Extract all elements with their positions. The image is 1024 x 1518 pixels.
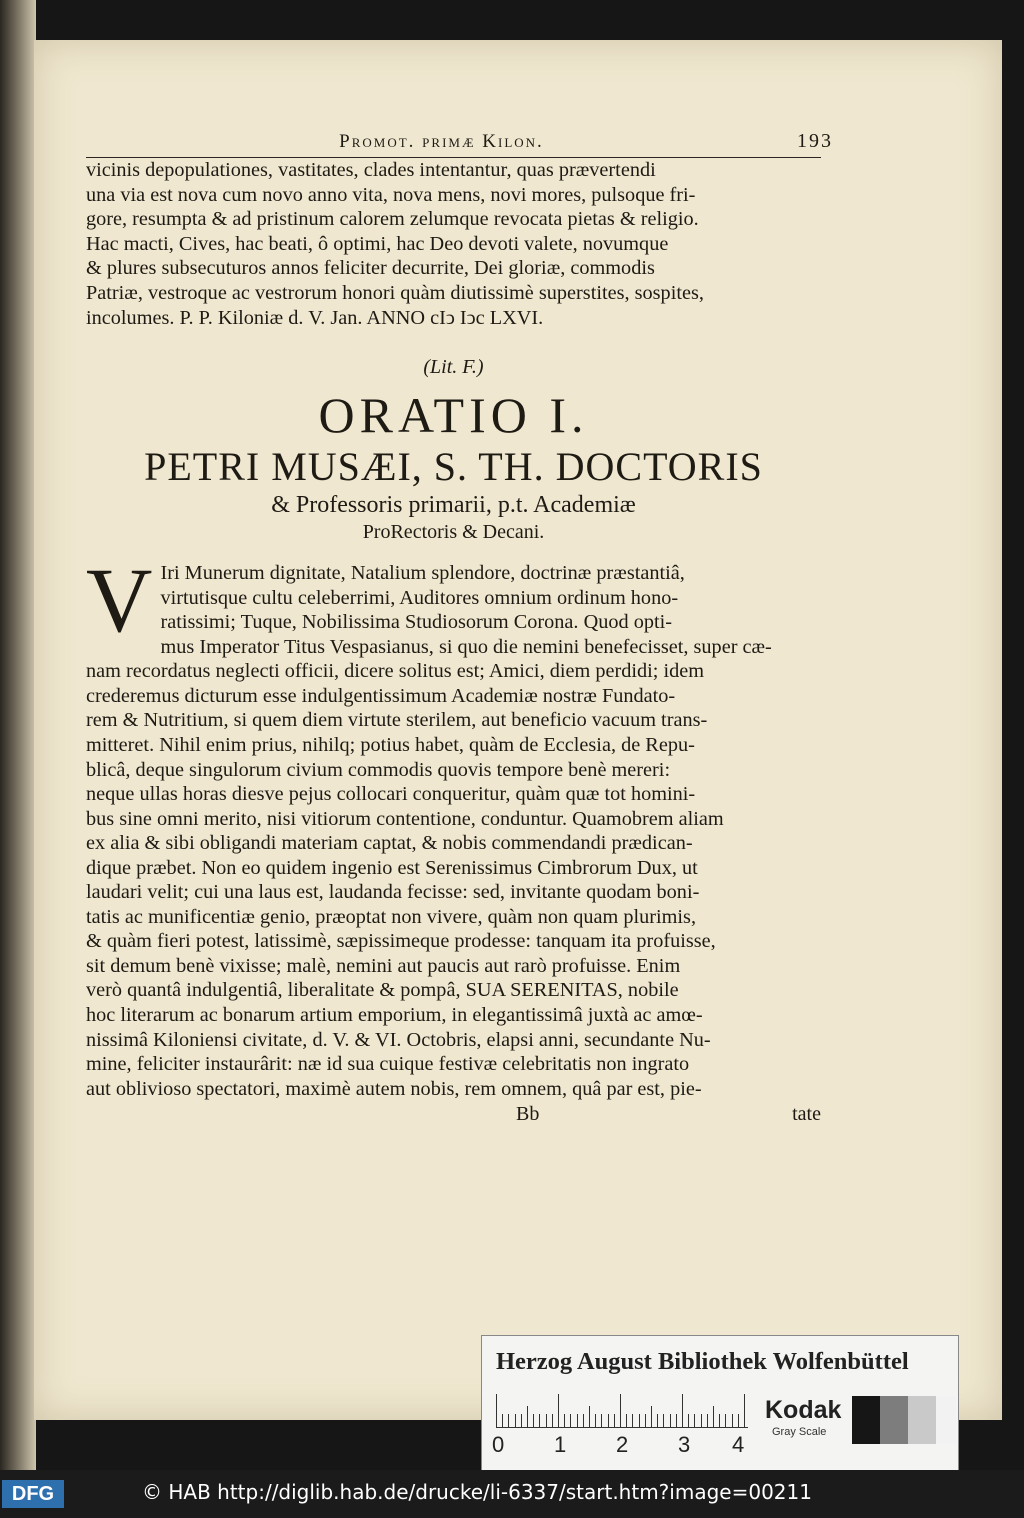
ruler-tick [738, 1414, 739, 1428]
author-name: PETRI MUSÆI, S. TH. DOCTORIS [144, 444, 763, 490]
ruler-tick [502, 1414, 503, 1428]
ruler-tick [521, 1414, 522, 1428]
ruler-tick [732, 1414, 733, 1428]
copyright-link[interactable]: © HAB http://diglib.hab.de/drucke/li-6337/start.htm?image=00211 [142, 1480, 812, 1504]
page-number: 193 [797, 130, 833, 152]
ruler-tick [676, 1414, 677, 1428]
ruler-tick [639, 1414, 640, 1428]
ruler-tick [552, 1414, 553, 1428]
ruler-label: 1 [554, 1432, 567, 1457]
text-line: rem & Nutritium, si quem diem virtute sterilem, aut beneficio vacuum trans- [86, 709, 708, 732]
text-line: una via est nova cum novo anno vita, nova mens, novi mores, pulsoque fri- [86, 183, 696, 206]
scanned-page [34, 40, 1002, 1420]
ruler-tick [719, 1414, 720, 1428]
ruler-tick [688, 1414, 689, 1428]
text-line: dique præbet. Non eo quidem ingenio est Serenissimus Cimbrorum Dux, ut [86, 856, 698, 879]
ruler-tick [744, 1394, 745, 1428]
text-line: mus Imperator Titus Vespasianus, si quo die nemini benefecisset, super cæ- [160, 635, 772, 658]
ruler-label: 4 [732, 1432, 745, 1457]
ruler-tick [614, 1414, 615, 1428]
dfg-logo[interactable]: DFG [2, 1480, 64, 1508]
text-line: ratissimi; Tuque, Nobilissima Studiosorum Corona. Quod opti- [160, 611, 673, 634]
gray-swatch [936, 1396, 956, 1444]
ruler-tick [645, 1414, 646, 1428]
ruler-tick [701, 1414, 702, 1428]
running-head [86, 130, 833, 158]
text-line: mine, feliciter instaurârit: næ id sua cuique festivæ celebritatis non ingrato [86, 1053, 690, 1076]
text-line: incolumes. P. P. Kiloniæ d. V. Jan. ANNO cIↄ Iↄc LXVI. [86, 306, 544, 329]
section-mark: (Lit. F.) [423, 356, 484, 379]
ruler-tick [694, 1414, 695, 1428]
ruler-tick [533, 1414, 534, 1428]
ruler-tick [595, 1414, 596, 1428]
gray-swatch [908, 1396, 936, 1444]
text-line: nissimâ Kiloniensi civitate, d. V. & VI. Octobris, elapsi anni, secundante Nu- [86, 1028, 711, 1051]
text-line: virtutisque cultu celeberrimi, Auditores omnium ordinum hono- [160, 586, 679, 609]
ruler-tick [589, 1406, 590, 1428]
color-reference-card [481, 1335, 959, 1471]
kodak-logo: Kodak [765, 1396, 842, 1424]
text-line: nam recordatus neglecti officii, dicere solitus est; Amici, diem perdidi; idem [86, 660, 705, 683]
ruler-tick [515, 1414, 516, 1428]
text-line: crederemus dicturum esse indulgentissimum Academiæ nostræ Fundato- [86, 684, 676, 707]
gray-scale-label: Gray Scale [772, 1426, 827, 1438]
ruler-tick [725, 1414, 726, 1428]
ruler-tick [651, 1406, 652, 1428]
ruler-tick [564, 1414, 565, 1428]
ruler-tick [682, 1394, 683, 1428]
ruler-tick [670, 1414, 671, 1428]
closing-paragraph [86, 158, 821, 330]
ruler-label: 0 [492, 1432, 505, 1457]
gray-swatch [880, 1396, 908, 1444]
library-name: Herzog August Bibliothek Wolfenbüttel [496, 1348, 909, 1375]
ruler-label: 2 [616, 1432, 629, 1457]
drop-cap: V [86, 549, 153, 652]
oration-title: ORATIO I. [318, 387, 589, 444]
text-line: neque ullas horas diesve pejus collocari conqueritur, quàm quæ tot homini- [86, 783, 696, 806]
text-line: tatis ac munificentiæ genio, præoptat non vivere, quàm non quam plurimis, [86, 905, 697, 928]
signature-mark: Bb [516, 1103, 540, 1126]
ruler-tick [620, 1394, 621, 1428]
gray-swatch [852, 1396, 880, 1444]
ruler-tick [601, 1414, 602, 1428]
text-line: blicâ, deque singulorum civium commodis quovis tempore benè mereri: [86, 758, 671, 781]
text-line: ex alia & sibi obligandi materiam captat, & nobis commendandi prædican- [86, 832, 693, 855]
page-footer-line [86, 1103, 821, 1126]
text-line: sit demum benè vixisse; malè, nemini aut paucis aut rarò profuisse. Enim [86, 954, 681, 977]
ruler-tick [496, 1394, 497, 1428]
text-line: laudari velit; cui una laus est, laudanda fecisse: sed, invitante quodam boni- [86, 881, 700, 904]
ruler-tick [546, 1414, 547, 1428]
ruler-tick [713, 1406, 714, 1428]
ruler-tick [632, 1414, 633, 1428]
ruler-tick [527, 1406, 528, 1428]
running-head-title: Promot. primæ Kilon. [339, 131, 544, 152]
ruler-tick [657, 1414, 658, 1428]
ruler-tick [583, 1414, 584, 1428]
text-line: mitteret. Nihil enim prius, nihilq; potius habet, quàm de Ecclesia, de Repu- [86, 733, 695, 756]
ruler-tick [570, 1414, 571, 1428]
text-line: & plures subsecuturos annos feliciter decurrite, Dei gloriæ, commodis [86, 257, 655, 280]
ruler-tick [508, 1414, 509, 1428]
text-line: hoc literarum ac bonarum artium emporium, in elegantissimâ juxtà ac amœ- [86, 1004, 703, 1026]
text-line: Hac macti, Cives, hac beati, ô optimi, hac Deo devoti valete, novumque [86, 232, 669, 255]
text-line: aut oblivioso spectatori, maximè autem nobis, rem omnem, quâ par est, pie- [86, 1077, 702, 1100]
text-line: verò quantâ indulgentiâ, liberalitate & pompâ, SUA SERENITAS, nobile [86, 979, 679, 1002]
text-line: vicinis depopulationes, vastitates, clades intentantur, quas prævertendi [86, 159, 656, 181]
text-line: gore, resumpta & ad pristinum calorem zelumque revocata pietas & religio. [86, 208, 699, 231]
ruler-tick [577, 1414, 578, 1428]
ruler-tick [539, 1414, 540, 1428]
ruler-label: 3 [678, 1432, 691, 1457]
previous-page-edge [0, 0, 36, 1470]
ruler-tick [558, 1394, 559, 1428]
page-text [86, 130, 833, 1126]
ruler-tick [707, 1414, 708, 1428]
oration-body [86, 549, 821, 1101]
ruler-tick [663, 1414, 664, 1428]
author-title-line-2: ProRectoris & Decani. [362, 521, 545, 544]
text-line: & quàm fieri potest, latissimè, sæpissimeque prodesse: tanquam ita profuisse, [86, 930, 716, 953]
author-title-line-1: & Professoris primarii, p.t. Academiæ [271, 492, 636, 519]
ruler-tick [626, 1414, 627, 1428]
footer-bar [0, 1470, 1024, 1518]
text-line: Iri Munerum dignitate, Natalium splendore, doctrinæ præstantiâ, [160, 562, 685, 585]
text-line: Patriæ, vestroque ac vestrorum honori quàm diutissimè superstites, sospites, [86, 281, 704, 304]
text-line: bus sine omni merito, nisi vitiorum contentione, conduntur. Quamobrem aliam [86, 807, 724, 830]
ruler-tick [608, 1414, 609, 1428]
scale-ruler [496, 1394, 748, 1428]
catchword: tate [792, 1103, 821, 1126]
